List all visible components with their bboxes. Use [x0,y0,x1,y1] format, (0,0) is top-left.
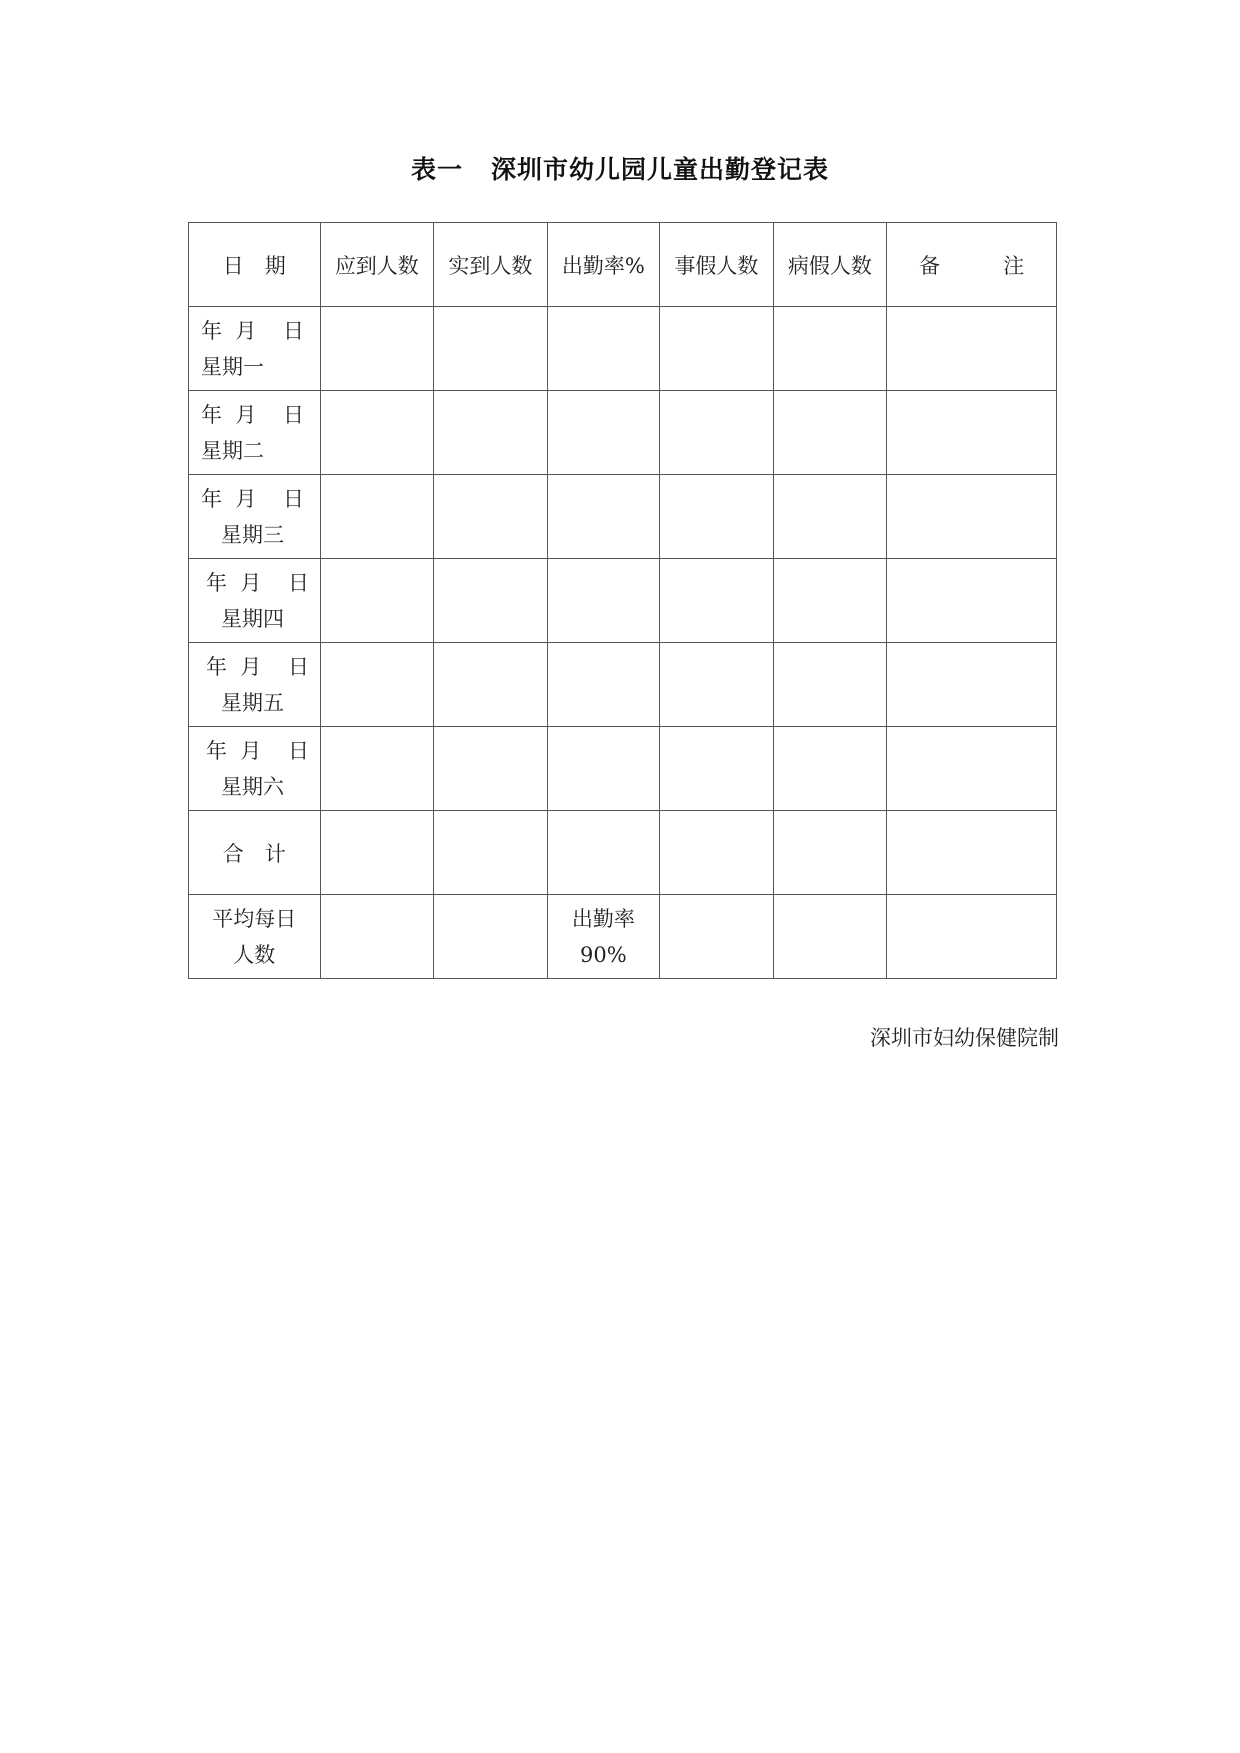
sick-leave-cell[interactable] [773,475,887,559]
weekday-label: 星期五 [221,690,284,715]
actual-count-cell[interactable] [434,727,548,811]
total-label: 合 计 [189,811,321,895]
expected-count-cell[interactable] [320,307,434,391]
average-actual-cell[interactable] [434,895,548,979]
date-cell [189,559,321,643]
attendance-rate-cell[interactable] [547,475,659,559]
header-personal-leave: 事假人数 [660,223,774,307]
actual-count-cell[interactable] [434,475,548,559]
total-actual-cell[interactable] [434,811,548,895]
table-row [189,475,1057,559]
date-line: 年 月 日 [206,738,310,763]
weekday-label: 星期三 [221,522,284,547]
date-line: 年 月 日 [201,318,305,343]
average-expected-cell[interactable] [320,895,434,979]
expected-count-cell[interactable] [320,559,434,643]
total-expected-cell[interactable] [320,811,434,895]
average-label [189,895,321,979]
attendance-rate-cell[interactable] [547,727,659,811]
sick-leave-cell[interactable] [773,727,887,811]
remarks-cell[interactable] [887,475,1057,559]
actual-count-cell[interactable] [434,307,548,391]
date-line: 年 月 日 [201,402,305,427]
actual-count-cell[interactable] [434,643,548,727]
date-line: 年 月 日 [206,570,310,595]
personal-leave-cell[interactable] [660,475,774,559]
expected-count-cell[interactable] [320,475,434,559]
table-title-text: 深圳市幼儿园儿童出勤登记表 [491,155,830,184]
date-line: 年 月 日 [201,486,305,511]
total-sick-leave-cell[interactable] [773,811,887,895]
attendance-rate-cell[interactable] [547,643,659,727]
table-row [189,559,1057,643]
actual-count-cell[interactable] [434,559,548,643]
sick-leave-cell[interactable] [773,307,887,391]
attendance-table [188,222,1057,979]
attendance-rate-cell[interactable] [547,559,659,643]
header-expected-count: 应到人数 [320,223,434,307]
total-rate-cell[interactable] [547,811,659,895]
total-row [189,811,1057,895]
personal-leave-cell[interactable] [660,391,774,475]
personal-leave-cell[interactable] [660,559,774,643]
remarks-cell[interactable] [887,727,1057,811]
header-attendance-rate: 出勤率% [547,223,659,307]
expected-count-cell[interactable] [320,727,434,811]
footer-organization: 深圳市妇幼保健院制 [870,1026,1059,1050]
header-row [189,223,1057,307]
header-actual-count: 实到人数 [434,223,548,307]
actual-count-cell[interactable] [434,391,548,475]
average-personal-leave-cell[interactable] [660,895,774,979]
sick-leave-cell[interactable] [773,391,887,475]
table-row [189,727,1057,811]
average-sick-leave-cell[interactable] [773,895,887,979]
page-title [0,150,1240,186]
personal-leave-cell[interactable] [660,727,774,811]
weekday-label: 星期二 [201,438,264,463]
table-number-label: 表一 [410,155,463,184]
date-cell [189,727,321,811]
personal-leave-cell[interactable] [660,643,774,727]
table-row [189,391,1057,475]
header-remarks: 备 注 [887,223,1057,307]
expected-count-cell[interactable] [320,391,434,475]
total-personal-leave-cell[interactable] [660,811,774,895]
total-remarks-cell[interactable] [887,811,1057,895]
attendance-rate-label: 出勤率 [571,906,635,931]
remarks-cell[interactable] [887,307,1057,391]
header-sick-leave: 病假人数 [773,223,887,307]
date-cell [189,643,321,727]
sick-leave-cell[interactable] [773,643,887,727]
date-cell [189,391,321,475]
date-cell [189,307,321,391]
remarks-cell[interactable] [887,391,1057,475]
attendance-rate-cell[interactable] [547,391,659,475]
sick-leave-cell[interactable] [773,559,887,643]
remarks-cell[interactable] [887,643,1057,727]
personal-leave-cell[interactable] [660,307,774,391]
average-rate-cell [547,895,659,979]
average-remarks-cell[interactable] [887,895,1057,979]
table-row [189,643,1057,727]
date-cell [189,475,321,559]
weekday-label: 星期六 [221,774,284,799]
average-row [189,895,1057,979]
header-date: 日 期 [189,223,321,307]
average-label-line1: 平均每日 [212,906,297,931]
attendance-rate-value: 90% [580,942,627,967]
weekday-label: 星期一 [201,354,264,379]
attendance-rate-cell[interactable] [547,307,659,391]
table-row [189,307,1057,391]
average-label-line2: 人数 [233,942,276,967]
weekday-label: 星期四 [221,606,284,631]
expected-count-cell[interactable] [320,643,434,727]
date-line: 年 月 日 [206,654,310,679]
remarks-cell[interactable] [887,559,1057,643]
